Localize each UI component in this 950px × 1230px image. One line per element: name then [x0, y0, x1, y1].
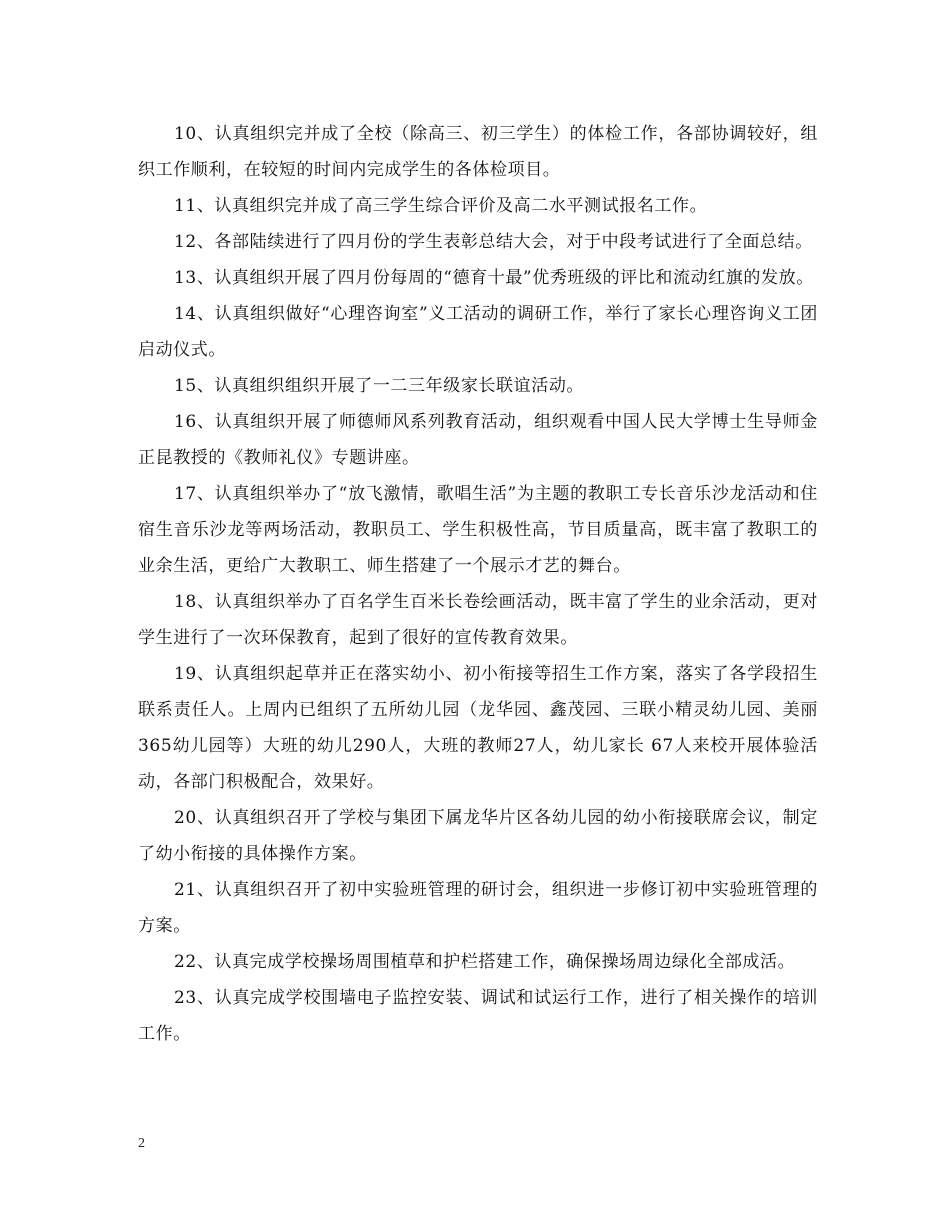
paragraph-19: 19、认真组织起草并正在落实幼小、初小衔接等招生工作方案，落实了各学段招生联系责任人。上周内已组织了五所幼儿园（龙华园、鑫茂园、三联小精灵幼儿园、美丽365幼儿园等）大班的幼儿290人，大班的教师27人，幼儿家长 67人来校开展体验活动，各部门积极配合，效果好。 — [138, 664, 818, 792]
paragraph-15: 15、认真组织组织开展了一二三年级家长联谊活动。 — [174, 376, 585, 396]
paragraph-18: 18、认真组织举办了百名学生百米长卷绘画活动，既丰富了学生的业余活动，更对学生进行了一次环保教育，起到了很好的宣传教育效果。 — [138, 592, 818, 648]
paragraph-11: 11、认真组织完并成了高三学生综合评价及高二水平测试报名工作。 — [174, 196, 708, 216]
paragraph-17: 17、认真组织举办了“放飞激情，歌唱生活”为主题的教职工专长音乐沙龙活动和住宿生音乐沙龙等两场活动，教职员工、学生积极性高，节目质量高，既丰富了教职工的业余生活，更给广大教职工、师生搭建了一个展示才艺的舞台。 — [138, 484, 818, 576]
paragraph-23: 23、认真完成学校围墙电子监控安装、调试和试运行工作，进行了相关操作的培训工作。 — [138, 988, 818, 1044]
document-body — [138, 116, 818, 1052]
page-number: 2 — [138, 1136, 145, 1151]
paragraph-12: 12、各部陆续进行了四月份的学生表彰总结大会，对于中段考试进行了全面总结。 — [174, 232, 813, 252]
paragraph-10: 10、认真组织完并成了全校（除高三、初三学生）的体检工作，各部协调较好，组织工作顺利，在较短的时间内完成学生的各体检项目。 — [138, 124, 818, 180]
paragraph-20: 20、认真组织召开了学校与集团下属龙华片区各幼儿园的幼小衔接联席会议，制定了幼小衔接的具体操作方案。 — [138, 808, 818, 864]
paragraph-22: 22、认真完成学校操场周围植草和护栏搭建工作，确保操场周边绿化全部成活。 — [174, 952, 796, 972]
paragraph-21: 21、认真组织召开了初中实验班管理的研讨会，组织进一步修订初中实验班管理的方案。 — [138, 880, 818, 936]
paragraph-16: 16、认真组织开展了师德师风系列教育活动，组织观看中国人民大学博士生导师金正昆教授的《教师礼仪》专题讲座。 — [138, 412, 818, 468]
paragraph-13: 13、认真组织开展了四月份每周的“德育十最”优秀班级的评比和流动红旗的发放。 — [174, 268, 814, 288]
paragraph-14: 14、认真组织做好“心理咨询室”义工活动的调研工作，举行了家长心理咨询义工团启动仪式。 — [138, 304, 818, 360]
